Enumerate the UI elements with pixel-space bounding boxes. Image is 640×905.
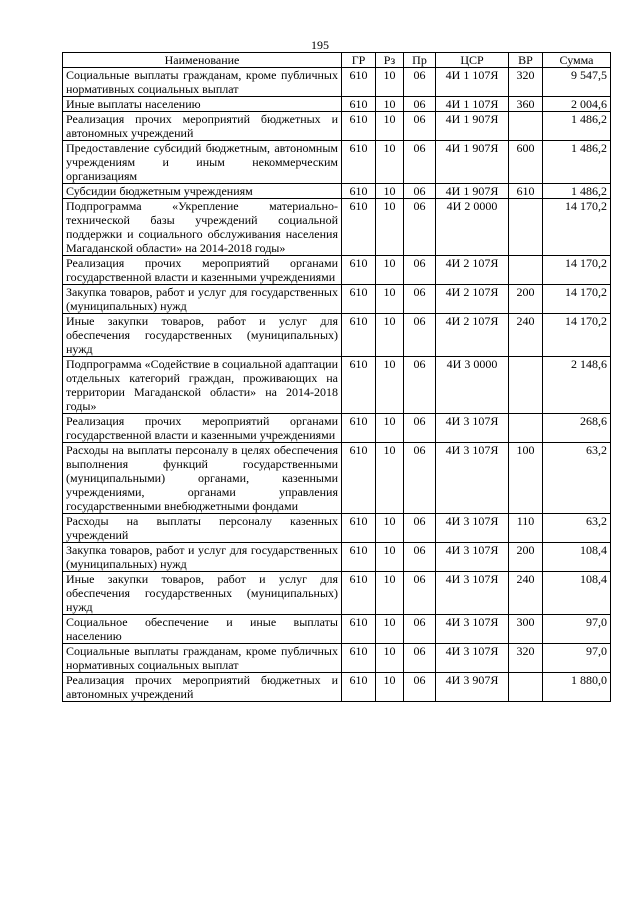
cell-rz: 10 bbox=[376, 97, 404, 112]
budget-table bbox=[62, 52, 611, 702]
cell-rz: 10 bbox=[376, 615, 404, 644]
cell-vr: 240 bbox=[509, 572, 543, 615]
cell-sum: 14 170,2 bbox=[543, 285, 611, 314]
header-csr: ЦСР bbox=[436, 53, 509, 68]
cell-gr: 610 bbox=[342, 97, 376, 112]
table-body bbox=[63, 68, 611, 702]
header-sum: Сумма bbox=[543, 53, 611, 68]
cell-rz: 10 bbox=[376, 199, 404, 256]
cell-pr: 06 bbox=[404, 314, 436, 357]
cell-vr bbox=[509, 256, 543, 285]
cell-csr: 4И 3 107Я bbox=[436, 514, 509, 543]
cell-gr: 610 bbox=[342, 443, 376, 514]
cell-gr: 610 bbox=[342, 256, 376, 285]
cell-name: Иные закупки товаров, работ и услуг для обеспечения государственных (муниципальных) нужд bbox=[63, 314, 342, 357]
cell-rz: 10 bbox=[376, 357, 404, 414]
cell-pr: 06 bbox=[404, 572, 436, 615]
table-row bbox=[63, 443, 611, 514]
cell-name: Закупка товаров, работ и услуг для государственных (муниципальных) нужд bbox=[63, 285, 342, 314]
cell-sum: 63,2 bbox=[543, 443, 611, 514]
table-row bbox=[63, 68, 611, 97]
cell-rz: 10 bbox=[376, 572, 404, 615]
cell-csr: 4И 1 907Я bbox=[436, 112, 509, 141]
cell-gr: 610 bbox=[342, 414, 376, 443]
cell-csr: 4И 3 907Я bbox=[436, 673, 509, 702]
cell-rz: 10 bbox=[376, 141, 404, 184]
table-row bbox=[63, 644, 611, 673]
cell-pr: 06 bbox=[404, 644, 436, 673]
cell-gr: 610 bbox=[342, 615, 376, 644]
table-header-row bbox=[63, 53, 611, 68]
cell-csr: 4И 2 107Я bbox=[436, 314, 509, 357]
cell-pr: 06 bbox=[404, 97, 436, 112]
page-number: 195 bbox=[311, 38, 329, 52]
cell-csr: 4И 3 107Я bbox=[436, 543, 509, 572]
cell-csr: 4И 1 107Я bbox=[436, 68, 509, 97]
cell-pr: 06 bbox=[404, 184, 436, 199]
header-rz: Рз bbox=[376, 53, 404, 68]
cell-vr: 200 bbox=[509, 543, 543, 572]
cell-pr: 06 bbox=[404, 673, 436, 702]
cell-rz: 10 bbox=[376, 314, 404, 357]
cell-sum: 97,0 bbox=[543, 644, 611, 673]
cell-pr: 06 bbox=[404, 543, 436, 572]
cell-vr: 610 bbox=[509, 184, 543, 199]
cell-name: Иные закупки товаров, работ и услуг для обеспечения государственных (муниципальных) нужд bbox=[63, 572, 342, 615]
cell-name: Реализация прочих мероприятий органами государственной власти и казенными учреждениями bbox=[63, 414, 342, 443]
cell-sum: 1 486,2 bbox=[543, 112, 611, 141]
cell-vr bbox=[509, 414, 543, 443]
header-name: Наименование bbox=[63, 53, 342, 68]
cell-sum: 1 486,2 bbox=[543, 184, 611, 199]
cell-vr: 110 bbox=[509, 514, 543, 543]
cell-vr bbox=[509, 112, 543, 141]
cell-name: Расходы на выплаты персоналу казенных учреждений bbox=[63, 514, 342, 543]
cell-name: Расходы на выплаты персоналу в целях обеспечения выполнения функций государственными (муниципальными) органами, казенными учреждениями, органами управления государственными внебюджетными фондами bbox=[63, 443, 342, 514]
cell-gr: 610 bbox=[342, 285, 376, 314]
cell-vr bbox=[509, 199, 543, 256]
cell-gr: 610 bbox=[342, 357, 376, 414]
cell-name: Субсидии бюджетным учреждениям bbox=[63, 184, 342, 199]
cell-vr: 360 bbox=[509, 97, 543, 112]
table-row bbox=[63, 184, 611, 199]
cell-vr bbox=[509, 673, 543, 702]
cell-pr: 06 bbox=[404, 285, 436, 314]
cell-name: Социальное обеспечение и иные выплаты населению bbox=[63, 615, 342, 644]
cell-csr: 4И 1 907Я bbox=[436, 184, 509, 199]
cell-rz: 10 bbox=[376, 443, 404, 514]
table-row bbox=[63, 357, 611, 414]
table-row bbox=[63, 112, 611, 141]
cell-pr: 06 bbox=[404, 357, 436, 414]
table-row bbox=[63, 543, 611, 572]
cell-pr: 06 bbox=[404, 68, 436, 97]
cell-gr: 610 bbox=[342, 112, 376, 141]
cell-rz: 10 bbox=[376, 414, 404, 443]
cell-vr: 320 bbox=[509, 644, 543, 673]
cell-gr: 610 bbox=[342, 141, 376, 184]
cell-sum: 63,2 bbox=[543, 514, 611, 543]
cell-name: Иные выплаты населению bbox=[63, 97, 342, 112]
cell-gr: 610 bbox=[342, 673, 376, 702]
cell-sum: 1 486,2 bbox=[543, 141, 611, 184]
header-pr: Пр bbox=[404, 53, 436, 68]
cell-csr: 4И 1 907Я bbox=[436, 141, 509, 184]
cell-sum: 14 170,2 bbox=[543, 256, 611, 285]
cell-rz: 10 bbox=[376, 543, 404, 572]
cell-vr: 600 bbox=[509, 141, 543, 184]
cell-rz: 10 bbox=[376, 184, 404, 199]
cell-name: Социальные выплаты гражданам, кроме публичных нормативных социальных выплат bbox=[63, 68, 342, 97]
cell-rz: 10 bbox=[376, 673, 404, 702]
cell-gr: 610 bbox=[342, 199, 376, 256]
cell-vr: 320 bbox=[509, 68, 543, 97]
cell-vr bbox=[509, 357, 543, 414]
table-row bbox=[63, 514, 611, 543]
table-row bbox=[63, 141, 611, 184]
cell-sum: 2 148,6 bbox=[543, 357, 611, 414]
cell-csr: 4И 2 107Я bbox=[436, 256, 509, 285]
cell-pr: 06 bbox=[404, 199, 436, 256]
cell-csr: 4И 2 0000 bbox=[436, 199, 509, 256]
cell-pr: 06 bbox=[404, 443, 436, 514]
header-vr: ВР bbox=[509, 53, 543, 68]
cell-name: Предоставление субсидий бюджетным, автономным учреждениям и иным некоммерческим организациям bbox=[63, 141, 342, 184]
table-row bbox=[63, 285, 611, 314]
cell-name: Реализация прочих мероприятий органами государственной власти и казенными учреждениями bbox=[63, 256, 342, 285]
table-row bbox=[63, 97, 611, 112]
cell-sum: 108,4 bbox=[543, 543, 611, 572]
cell-csr: 4И 2 107Я bbox=[436, 285, 509, 314]
cell-csr: 4И 3 0000 bbox=[436, 357, 509, 414]
cell-csr: 4И 3 107Я bbox=[436, 644, 509, 673]
cell-csr: 4И 3 107Я bbox=[436, 572, 509, 615]
cell-gr: 610 bbox=[342, 572, 376, 615]
table-row bbox=[63, 414, 611, 443]
cell-sum: 108,4 bbox=[543, 572, 611, 615]
cell-rz: 10 bbox=[376, 644, 404, 673]
cell-sum: 97,0 bbox=[543, 615, 611, 644]
table-row bbox=[63, 256, 611, 285]
cell-sum: 14 170,2 bbox=[543, 199, 611, 256]
cell-rz: 10 bbox=[376, 514, 404, 543]
cell-vr: 240 bbox=[509, 314, 543, 357]
cell-gr: 610 bbox=[342, 184, 376, 199]
cell-sum: 1 880,0 bbox=[543, 673, 611, 702]
cell-name: Подпрограмма «Содействие в социальной адаптации отдельных категорий граждан, проживающих на территории Магаданской области» на 2014-2018 годы» bbox=[63, 357, 342, 414]
cell-sum: 14 170,2 bbox=[543, 314, 611, 357]
cell-sum: 268,6 bbox=[543, 414, 611, 443]
cell-sum: 9 547,5 bbox=[543, 68, 611, 97]
cell-csr: 4И 3 107Я bbox=[436, 443, 509, 514]
cell-gr: 610 bbox=[342, 514, 376, 543]
cell-csr: 4И 3 107Я bbox=[436, 615, 509, 644]
cell-csr: 4И 1 107Я bbox=[436, 97, 509, 112]
cell-rz: 10 bbox=[376, 68, 404, 97]
table-row bbox=[63, 314, 611, 357]
cell-gr: 610 bbox=[342, 543, 376, 572]
table-row bbox=[63, 572, 611, 615]
table-row bbox=[63, 673, 611, 702]
cell-gr: 610 bbox=[342, 314, 376, 357]
cell-name: Закупка товаров, работ и услуг для государственных (муниципальных) нужд bbox=[63, 543, 342, 572]
cell-sum: 2 004,6 bbox=[543, 97, 611, 112]
header-gr: ГР bbox=[342, 53, 376, 68]
cell-name: Социальные выплаты гражданам, кроме публичных нормативных социальных выплат bbox=[63, 644, 342, 673]
cell-name: Реализация прочих мероприятий бюджетных и автономных учреждений bbox=[63, 673, 342, 702]
table-row bbox=[63, 615, 611, 644]
cell-pr: 06 bbox=[404, 414, 436, 443]
cell-pr: 06 bbox=[404, 112, 436, 141]
cell-pr: 06 bbox=[404, 256, 436, 285]
cell-pr: 06 bbox=[404, 514, 436, 543]
cell-csr: 4И 3 107Я bbox=[436, 414, 509, 443]
cell-pr: 06 bbox=[404, 615, 436, 644]
cell-name: Реализация прочих мероприятий бюджетных и автономных учреждений bbox=[63, 112, 342, 141]
cell-vr: 200 bbox=[509, 285, 543, 314]
table-row bbox=[63, 199, 611, 256]
cell-name: Подпрограмма «Укрепление материально-технической базы учреждений социальной поддержки и социального обслуживания населения Магаданской области» на 2014-2018 годы» bbox=[63, 199, 342, 256]
cell-gr: 610 bbox=[342, 644, 376, 673]
cell-rz: 10 bbox=[376, 112, 404, 141]
cell-vr: 300 bbox=[509, 615, 543, 644]
cell-rz: 10 bbox=[376, 256, 404, 285]
cell-rz: 10 bbox=[376, 285, 404, 314]
cell-pr: 06 bbox=[404, 141, 436, 184]
cell-gr: 610 bbox=[342, 68, 376, 97]
cell-vr: 100 bbox=[509, 443, 543, 514]
